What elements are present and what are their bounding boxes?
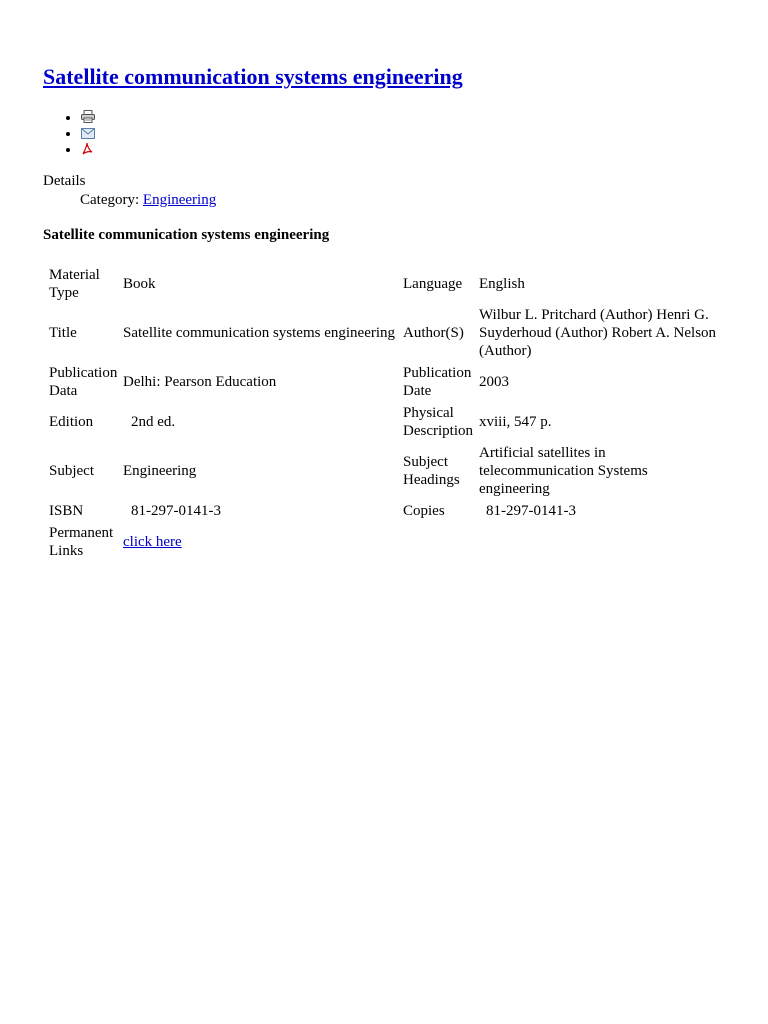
material-type-value: Book xyxy=(123,276,156,292)
table-row xyxy=(48,501,718,521)
publication-date-label: Publication Date xyxy=(403,365,472,399)
details-section xyxy=(43,172,743,210)
language-value: English xyxy=(479,276,525,292)
publication-date-value: 2003 xyxy=(479,374,509,390)
edition-label: Edition xyxy=(49,414,94,430)
isbn-label: ISBN xyxy=(49,503,84,519)
material-type-label: Material Type xyxy=(49,267,100,301)
permanent-links-label: Permanent Links xyxy=(49,525,114,559)
email-icon[interactable] xyxy=(81,127,95,143)
action-icons xyxy=(43,110,743,158)
publication-data-label: Publication Data xyxy=(49,365,118,399)
language-label: Language xyxy=(403,276,463,292)
copies-value: 81-297-0141-3 xyxy=(486,503,576,519)
copies-label: Copies xyxy=(403,503,445,519)
subject-headings-label: Subject Headings xyxy=(403,454,460,488)
printer-icon[interactable] xyxy=(81,110,95,127)
table-row xyxy=(48,265,718,303)
record-table xyxy=(46,263,720,563)
pdf-icon[interactable] xyxy=(81,142,93,159)
title-label: Title xyxy=(49,325,77,341)
edition-value: 2nd ed. xyxy=(131,414,176,430)
details-heading: Details xyxy=(43,173,86,189)
page-title xyxy=(43,62,743,92)
physical-description-value: xviii, 547 p. xyxy=(479,414,552,430)
empty-cell xyxy=(402,523,476,561)
table-row xyxy=(48,523,718,561)
empty-cell xyxy=(478,523,718,561)
title-value: Satellite communication systems engineering xyxy=(123,325,396,341)
table-row xyxy=(48,363,718,401)
permanent-links-cell xyxy=(122,523,400,561)
isbn-value: 81-297-0141-3 xyxy=(131,503,221,519)
subject-value: Engineering xyxy=(123,463,197,479)
item-subtitle: Satellite communication systems engineering xyxy=(43,227,330,243)
print-item[interactable] xyxy=(81,110,743,126)
publication-data-value: Delhi: Pearson Education xyxy=(123,374,277,390)
authors-label: Author(S) xyxy=(403,325,464,341)
category-line xyxy=(43,191,743,210)
category-label: Category: xyxy=(80,192,143,208)
table-row xyxy=(48,305,718,361)
page-content xyxy=(43,62,743,563)
physical-description-label: Physical Description xyxy=(403,405,473,439)
authors-value: Wilbur L. Pritchard (Author) Henri G. Suyderhoud (Author) Robert A. Nelson (Author) xyxy=(479,307,717,359)
email-item[interactable] xyxy=(81,126,743,142)
permanent-link[interactable]: click here xyxy=(123,534,182,550)
table-row xyxy=(48,403,718,441)
title-link[interactable]: Satellite communication systems engineering xyxy=(43,64,463,89)
table-row xyxy=(48,443,718,499)
category-link[interactable]: Engineering xyxy=(142,192,217,208)
subject-headings-value: Artificial satellites in telecommunication Systems engineering xyxy=(479,445,648,497)
subject-label: Subject xyxy=(49,463,94,479)
pdf-item[interactable] xyxy=(81,142,743,158)
